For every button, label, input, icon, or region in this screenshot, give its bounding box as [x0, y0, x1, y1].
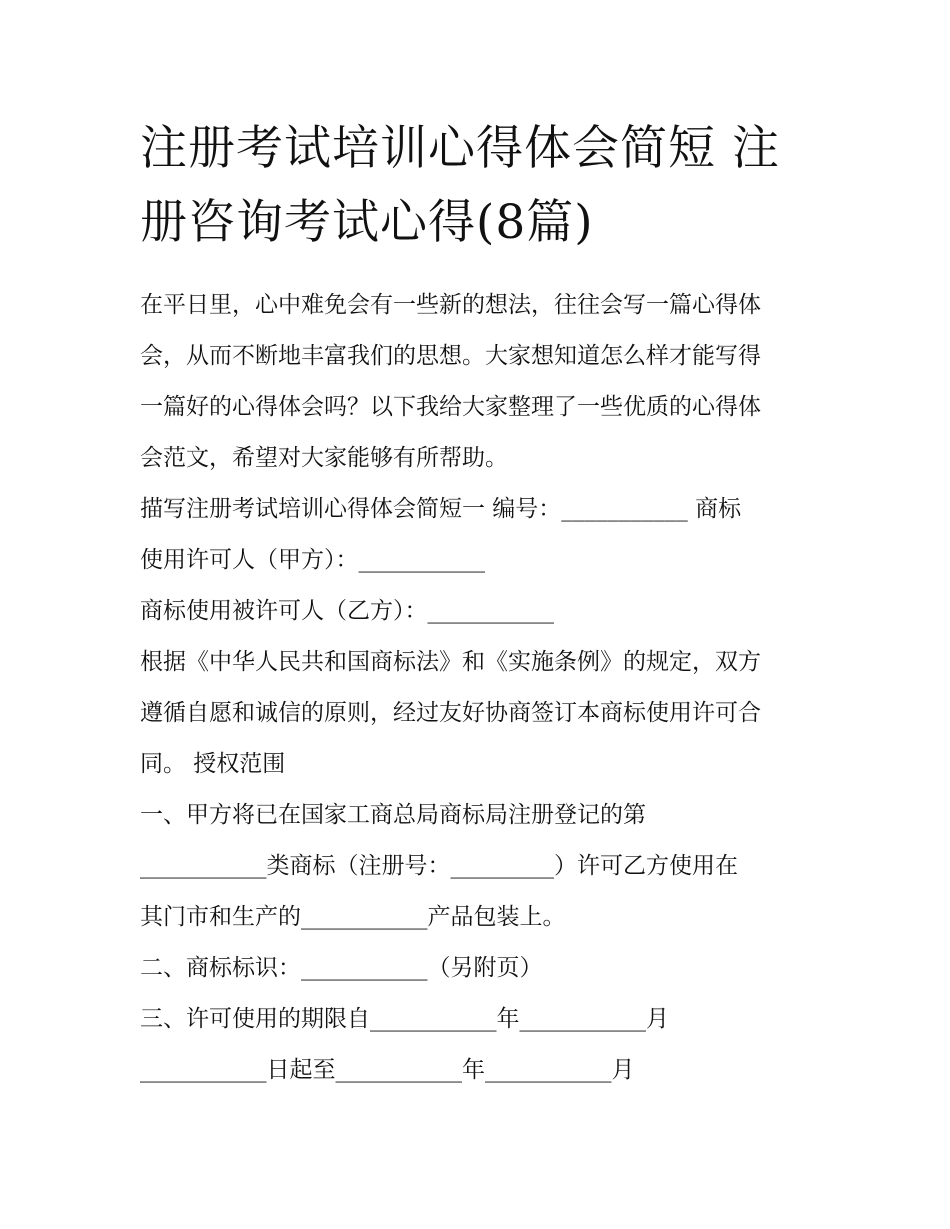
- document-page: [140, 112, 820, 1096]
- intro-line: 会，从而不断地丰富我们的思想。大家想知道怎么样才能写得: [140, 343, 761, 369]
- body-line: 描写注册考试培训心得体会简短一 编号：___________ 商标: [140, 496, 742, 522]
- body-line: 根据《中华人民共和国商标法》和《实施条例》的规定，双方: [140, 649, 761, 675]
- body-line: 同。 授权范围: [140, 751, 286, 777]
- intro-paragraph: [140, 280, 820, 484]
- body-line: ___________日起至___________年___________月: [140, 1057, 635, 1083]
- intro-line: 会范文，希望对大家能够有所帮助。: [140, 445, 508, 471]
- intro-line: 在平日里，心中难免会有一些新的想法，往往会写一篇心得体: [140, 292, 761, 318]
- contract-body: [140, 484, 820, 1096]
- body-line: 使用许可人（甲方）：___________: [140, 547, 485, 573]
- body-line: 其门市和生产的___________产品包装上。: [140, 904, 566, 930]
- body-line: 一、甲方将已在国家工商总局商标局注册登记的第: [140, 802, 646, 828]
- body-line: 商标使用被许可人（乙方）：___________: [140, 598, 554, 624]
- body-line: 二、商标标识：___________（另附页）: [140, 955, 543, 981]
- body-line: 遵循自愿和诚信的原则，经过友好协商签订本商标使用许可合: [140, 700, 761, 726]
- body-line: ___________类商标（注册号：_________）许可乙方使用在: [140, 853, 738, 879]
- intro-line: 一篇好的心得体会吗？以下我给大家整理了一些优质的心得体: [140, 394, 761, 420]
- document-title: 注册考试培训心得体会简短 注册咨询考试心得(8篇): [140, 121, 780, 250]
- body-line: 三、许可使用的期限自___________年___________月: [140, 1006, 669, 1032]
